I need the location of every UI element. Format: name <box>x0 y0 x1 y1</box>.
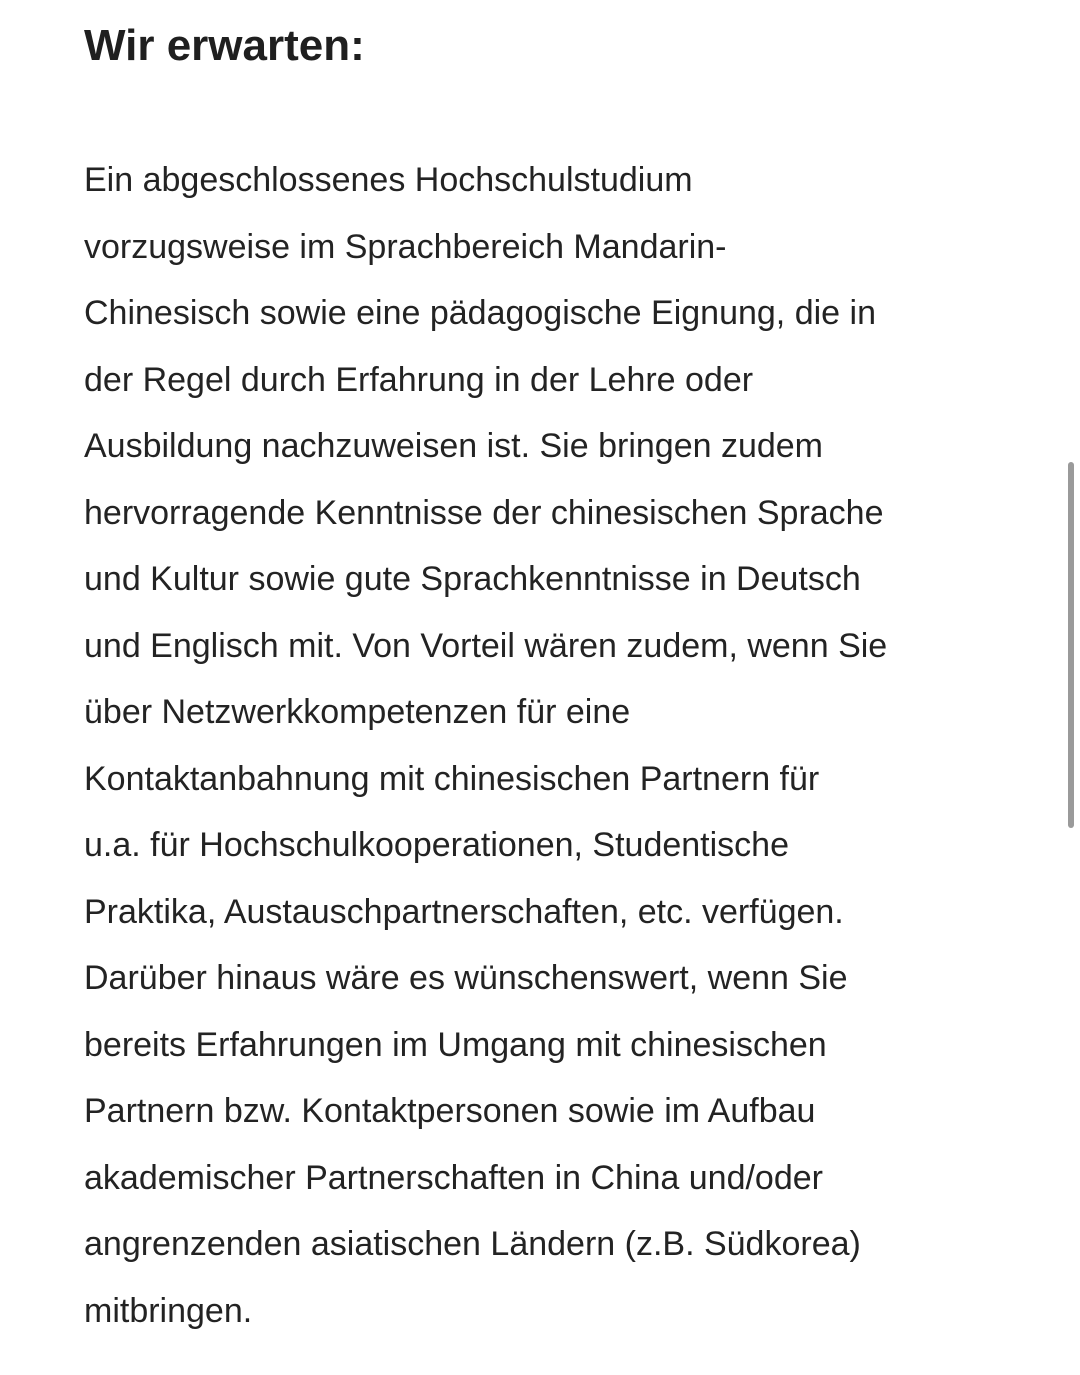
vertical-scrollbar[interactable] <box>1068 462 1074 828</box>
paragraph-line: Darüber hinaus wäre es wünschenswert, wenn Sie <box>84 959 848 997</box>
paragraph-line: und Kultur sowie gute Sprachkenntnisse in Deutsch <box>84 560 861 598</box>
paragraph-line: Kontaktanbahnung mit chinesischen Partnern für <box>84 759 820 798</box>
paragraph-line: und Englisch mit. Von Vorteil wären zudem, wenn Sie <box>84 626 888 665</box>
paragraph-line: Ein abgeschlossenes Hochschulstudium <box>84 161 693 199</box>
paragraph-line: mitbringen. <box>84 1291 253 1330</box>
paragraph-line: hervorragende Kenntnisse der chinesischen Sprache <box>84 493 884 532</box>
paragraph-line: akademischer Partnerschaften in China und/oder <box>84 1158 823 1197</box>
paragraph-line: bereits Erfahrungen im Umgang mit chinesischen <box>84 1025 827 1064</box>
section-heading: Wir erwarten: <box>84 21 365 70</box>
requirements-paragraph <box>84 147 1014 1344</box>
paragraph-line: vorzugsweise im Sprachbereich Mandarin- <box>84 227 727 266</box>
paragraph-line: Partnern bzw. Kontaktpersonen sowie im Aufbau <box>84 1092 816 1130</box>
paragraph-line: Ausbildung nachzuweisen ist. Sie bringen zudem <box>84 427 824 465</box>
paragraph-line: über Netzwerkkompetenzen für eine <box>84 693 631 731</box>
paragraph-line: u.a. für Hochschulkooperationen, Studentische <box>84 826 790 864</box>
paragraph-line: Praktika, Austauschpartnerschaften, etc. verfügen. <box>84 892 844 931</box>
paragraph-line: Chinesisch sowie eine pädagogische Eignung, die in <box>84 294 876 332</box>
paragraph-line: angrenzenden asiatischen Ländern (z.B. Südkorea) <box>84 1225 861 1263</box>
paragraph-line: der Regel durch Erfahrung in der Lehre oder <box>84 360 754 399</box>
